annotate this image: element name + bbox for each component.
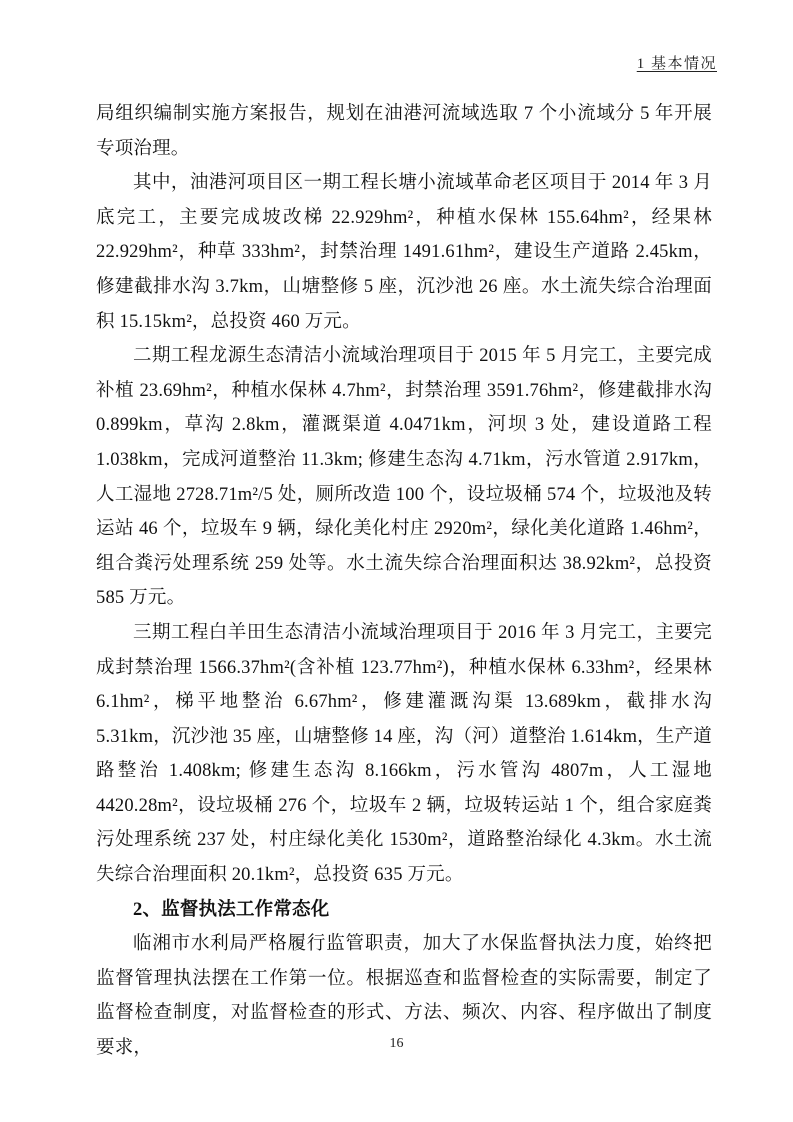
page-number: 16 bbox=[389, 1036, 404, 1051]
body-paragraph: 局组织编制实施方案报告，规划在油港河流域选取 7 个小流域分 5 年开展专项治理。 bbox=[96, 104, 712, 159]
page-footer bbox=[0, 1036, 793, 1052]
section-heading: 2、监督执法工作常态化 bbox=[133, 899, 330, 920]
body-paragraph: 三期工程白羊田生态清洁小流域治理项目于 2016 年 3 月完工，主要完成封禁治理 1566.37hm²(含补植 123.77hm²)，种植水保林 6.33hm²，经果林 6.1hm²，梯平地整治 6.67hm²，修建灌溉沟渠 13.689km，截排水沟 5.31km，沉沙池 35 座，山塘整修 14 座，沟（河）道整治 1.614km，生产道路整治 1.408km; 修建生态沟 8.166km，污水管沟 4807m，人工湿地 4420.28m²，设垃圾桶 276 个，垃圾车 2 辆，垃圾转运站 1 个，组合家庭粪污处理系统 237 处，村庄绿化美化 1530m²，道路整治绿化 4.3km。水土流失综合治理面积 20.1km²，总投资 635 万元。 bbox=[96, 622, 712, 886]
document-body bbox=[96, 97, 712, 1066]
body-paragraph: 其中，油港河项目区一期工程长塘小流域革命老区项目于 2014 年 3 月底完工，主要完成坡改梯 22.929hm²，种植水保林 155.64hm²，经果林 22.929hm²，种草 333hm²，封禁治理 1491.61hm²，建设生产道路 2.45km，修建截排水沟 3.7km，山塘整修 5 座，沉沙池 26 座。水土流失综合治理面积 15.15km²，总投资 460 万元。 bbox=[96, 173, 712, 332]
body-paragraph: 二期工程龙源生态清洁小流域治理项目于 2015 年 5 月完工，主要完成补植 23.69hm²，种植水保林 4.7hm²，封禁治理 3591.76hm²，修建截排水沟 0.899km，草沟 2.8km，灌溉渠道 4.0471km，河坝 3 处，建设道路工程 1.038km，完成河道整治 11.3km; 修建生态沟 4.71km，污水管道 2.917km，人工湿地 2728.71m²/5 处，厕所改造 100 个，设垃圾桶 574 个，垃圾池及转运站 46 个，垃圾车 9 辆，绿化美化村庄 2920m²，绿化美化道路 1.46hm²，组合粪污处理系统 259 处等。水土流失综合治理面积达 38.92km²，总投资 585 万元。 bbox=[96, 346, 712, 609]
body-paragraph: 临湘市水利局严格履行监管职责，加大了水保监督执法力度，始终把监督管理执法摆在工作第一位。根据巡查和监督检查的实际需要，制定了监督检查制度，对监督检查的形式、方法、频次、内容、程序做出了制度要求， bbox=[96, 934, 712, 1059]
page-header bbox=[637, 52, 717, 73]
header-section-title: 1 基本情况 bbox=[636, 56, 717, 72]
